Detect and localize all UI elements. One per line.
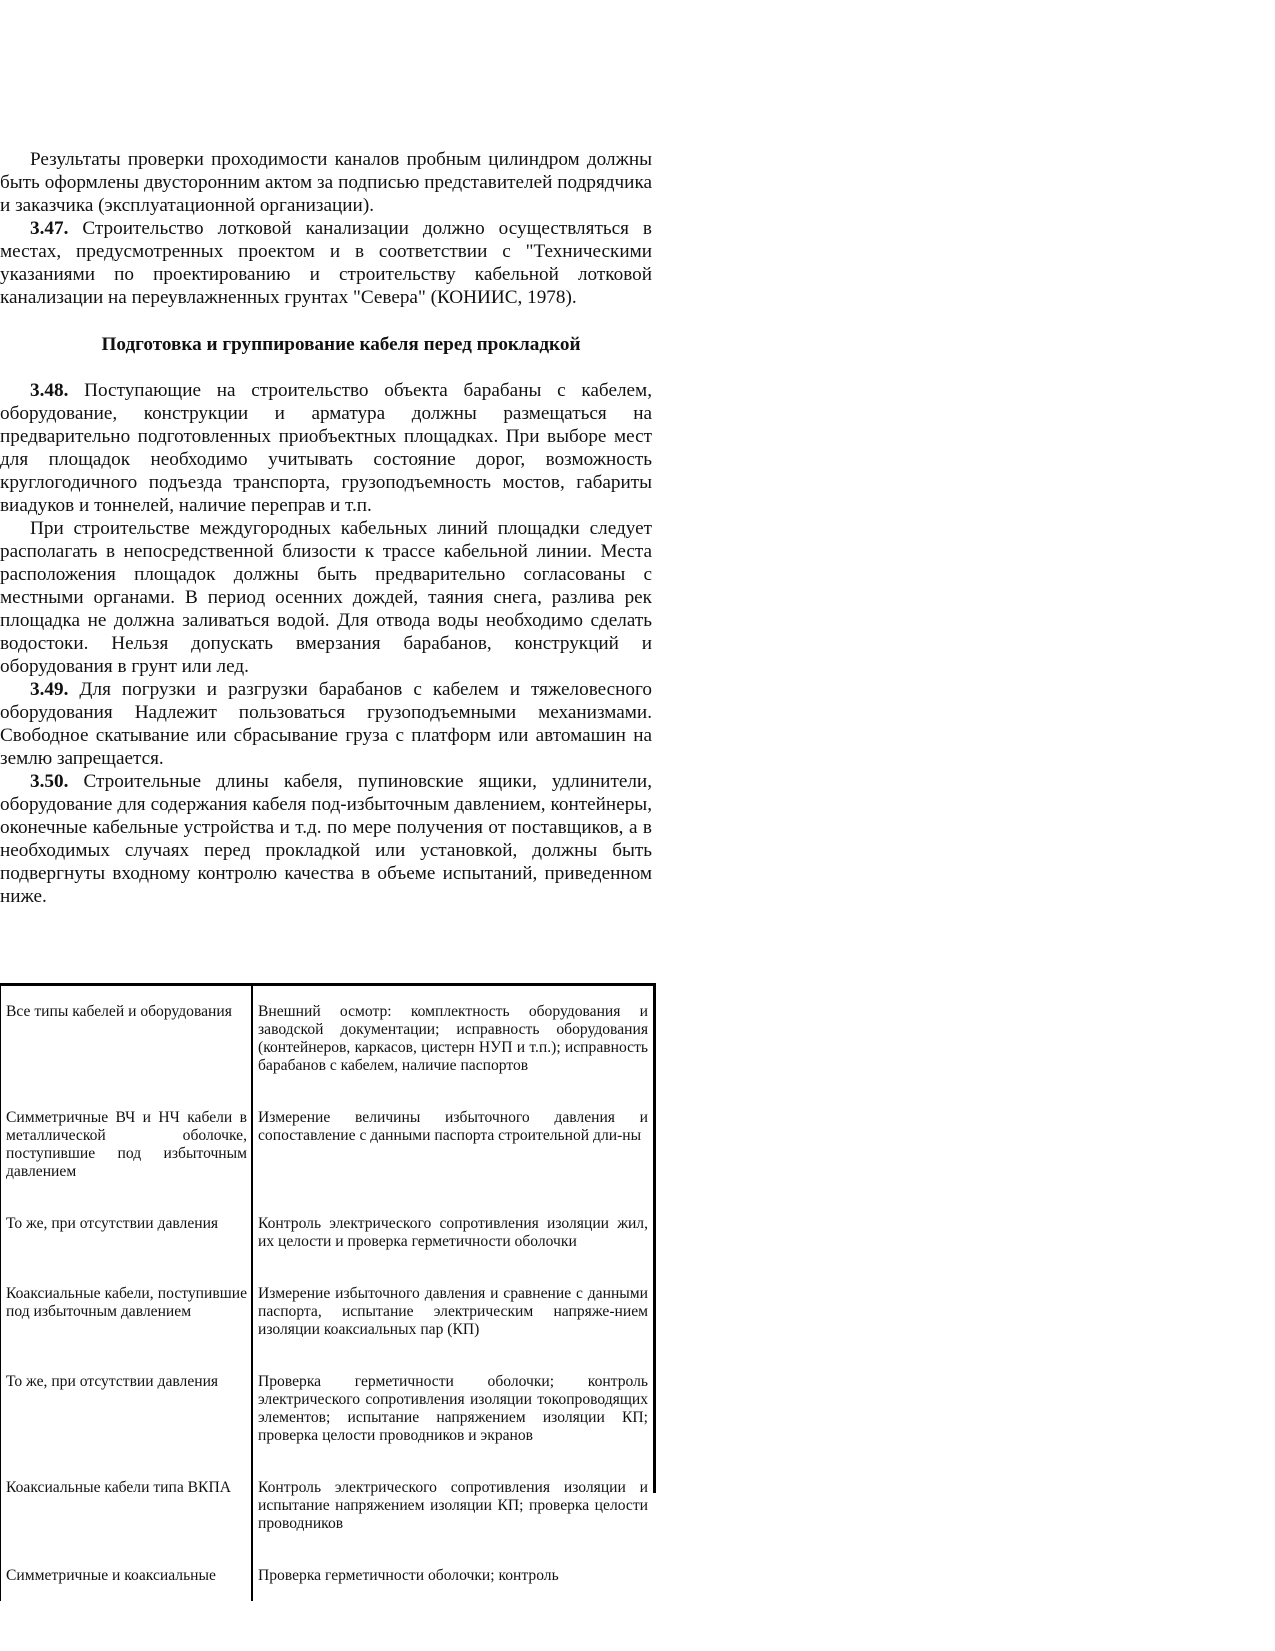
table-row [1, 986, 653, 1091]
clause-number: 3.47. [30, 218, 69, 239]
table-row [1, 1461, 653, 1549]
clause-number: 3.50. [30, 771, 69, 792]
table-row [1, 1355, 653, 1461]
table-cell-check: Измерение величины избыточного давления и сопоставление с данными паспорта строительной дли-ны [258, 1109, 648, 1144]
paragraph-3-47 [0, 217, 652, 309]
table-cell-check: Проверка герметичности оболочки; контроль [258, 1567, 559, 1584]
paragraph-sites [0, 517, 652, 678]
table-cell-item: То же, при отсутствии давления [1, 1355, 253, 1461]
table-cell-check: Проверка герметичности оболочки; контроль электрического сопротивления изоляции токопроводящих элементов; испытание напряжением изоляции КП; проверка целости проводников и экранов [258, 1373, 648, 1444]
paragraph-results [0, 148, 652, 217]
paragraph-3-50 [0, 770, 652, 908]
paragraph-text: Строительные длины кабеля, пупиновские ящики, удлинители, оборудование для содержания кабеля под-избыточным давлением, контейнеры, оконечные кабельные устройства и т.д. по мере получения от поставщиков, а в необходимых случаях перед прокладкой или установкой, должны быть подвергнуты входному контролю качества в объеме испытаний, приведенном ниже. [0, 771, 652, 907]
inspection-table [0, 983, 656, 1584]
table-row [1, 1549, 653, 1601]
table-cell-item: Симметричные ВЧ и НЧ кабели в металлической оболочке, поступившие под избыточным давлением [1, 1091, 253, 1197]
table-cell-check: Измерение избыточного давления и сравнение с данными паспорта, испытание электрическим напряже-нием изоляции коаксиальных пар (КП) [258, 1285, 648, 1338]
table-cell-check: Контроль электрического сопротивления изоляции и испытание напряжением изоляции КП; проверка целости проводников [258, 1479, 648, 1532]
document-page [0, 148, 652, 908]
paragraph-3-49 [0, 678, 652, 770]
section-heading: Подготовка и группирование кабеля перед прокладкой [101, 334, 581, 355]
table-cell-check: Контроль электрического сопротивления изоляции жил, их целости и проверка герметичности оболочки [258, 1215, 648, 1250]
table-row [1, 1091, 653, 1197]
clause-number: 3.49. [30, 679, 69, 700]
table-cell-item: Все типы кабелей и оборудования [1, 986, 253, 1091]
table-cell-item: Коаксиальные кабели, поступившие под избыточным давлением [1, 1267, 253, 1355]
paragraph-text: Результаты проверки проходимости каналов пробным цилиндром должны быть оформлены двусторонним актом за подписью представителей подрядчика и заказчика (эксплуатационной организации). [0, 149, 652, 216]
paragraph-text: Строительство лотковой канализации должно осуществляться в местах, предусмотренных проектом и в соответствии с "Техническими указаниями по проектированию и строительству кабельной лотковой канализации на переувлажненных грунтах "Севера" (КОНИИС, 1978). [0, 218, 652, 308]
table-row [1, 1267, 653, 1355]
paragraph-text: При строительстве междугородных кабельных линий площадки следует располагать в непосредственной близости к трассе кабельной линии. Места расположения площадок должны быть предварительно согласованы с местными органами. В период осенних дождей, таяния снега, разлива рек площадка не должна заливаться водой. Для отвода воды необходимо сделать водостоки. Нельзя допускать вмерзания барабанов, конструкций и оборудования в грунт или лед. [0, 518, 652, 677]
paragraph-3-48 [0, 379, 652, 517]
paragraph-text: Поступающие на строительство объекта барабаны с кабелем, оборудование, конструкции и арматура должны размещаться на предварительно подготовленных приобъектных площадках. При выборе мест для площадок необходимо учитывать состояние дорог, возможность круглогодичного подъезда транспорта, грузоподъемность мостов, габариты виадуков и тоннелей, наличие переправ и т.п. [0, 380, 652, 516]
clause-number: 3.48. [30, 380, 69, 401]
table-cell-item: Коаксиальные кабели типа ВКПА [1, 1461, 253, 1549]
table-cell-item: То же, при отсутствии давления [1, 1197, 253, 1267]
table-row [1, 1197, 653, 1267]
inspection-table-grid [0, 986, 653, 1601]
table-cell-check: Внешний осмотр: комплектность оборудования и заводской документации; исправность оборудования (контейнеров, каркасов, цистерн НУП и т.п.); исправность барабанов с кабелем, наличие паспортов [258, 1003, 648, 1074]
paragraph-text: Для погрузки и разгрузки барабанов с кабелем и тяжеловесного оборудования Надлежит пользоваться грузоподъемными механизмами. Свободное скатывание или сбрасывание груза с платформ или автомашин на землю запрещается. [0, 679, 652, 769]
table-cell-item: Симметричные и коаксиальные [1, 1549, 253, 1601]
